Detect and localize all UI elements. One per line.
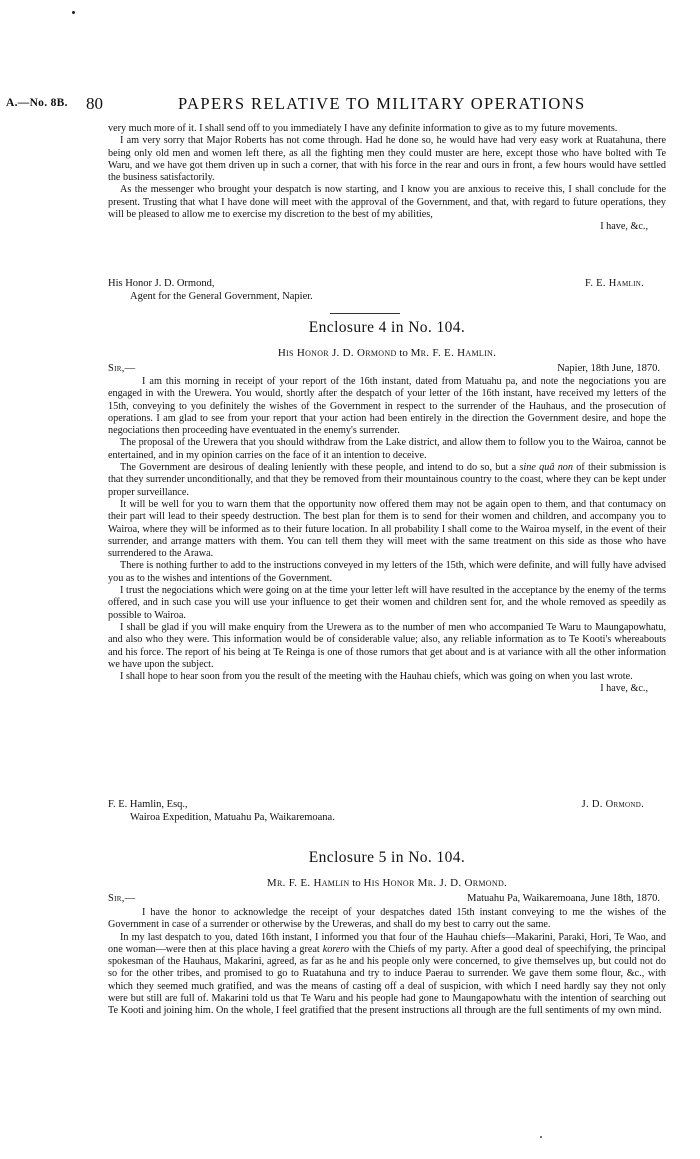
enclosure-4-body	[108, 376, 666, 696]
addressee-title-row	[108, 812, 666, 826]
salutation-row	[108, 893, 666, 907]
running-title: PAPERS RELATIVE TO MILITARY OPERATIONS	[178, 94, 586, 113]
addressee-signature-row	[108, 799, 666, 813]
enclosure-4-title: Enclosure 4 in No. 104.	[308, 319, 466, 336]
addressee: His Honor J. D. Ormond,	[108, 278, 215, 289]
page-number: 80	[86, 94, 103, 113]
enclosure-4-heading: His Honor J. D. Ormond to Mr. F. E. Hamlin.	[277, 347, 497, 359]
addressee-title: Wairoa Expedition, Matuahu Pa, Waikaremoana.	[130, 812, 335, 823]
paragraph: In my last despatch to you, dated 16th instant, I informed you that four of the Hauhau chiefs—Makarini, Paraki, Hori, Te Wao, and one woman—were then at this place having a great korero with the Chiefs of my party. After a good deal of speechifying, the principal spokesman of the Hauhaus, Makarini, agreed, as far as he and his people only were concerned, to give themselves up, but could not do so for the other tribes, and promised to go to Ruatahuna and try to induce Paerau to surrender. We gave them some flour, &c., with which they seemed much gratified, and was the means of casting off a deal of suspicion, with which I need hardly say they not only were but still are full of. Makarini told us that Te Waru and his people had gone to Maungapowhatu with the intention of searching out Te Kooti and joining him. On the whole, I feel gratified that the present instructions all through are the full sentiments of my own mind.	[108, 931, 667, 1017]
salutation: Sir,—	[108, 893, 136, 904]
paragraph: It will be well for you to warn them that the opportunity now offered them may not be again open to them, and that contumacy on their part will lead to their speedy destruction. The best plan for them is to send for their women and children, and accompany you to Wairoa, where they will be informed as to their future location. In all probability I shall come to the Wairoa myself, in the event of their surrender, and arrange matters with them. You can tell them they will meet with the same treatment on this side as those who have surrendered to the Arawa.	[108, 498, 666, 560]
enclosure-5-heading: Mr. F. E. Hamlin to His Honor Mr. J. D. Ormond.	[266, 877, 508, 889]
section-divider	[330, 313, 400, 314]
paragraph: There is nothing further to add to the instructions conveyed in my letters of the 15th, which were definite, and will fully have advised you as to the wishes and intentions of the Government.	[108, 560, 666, 584]
addressee: F. E. Hamlin, Esq.,	[108, 799, 188, 810]
paragraph: I am this morning in receipt of your report of the 16th instant, dated from Matuahu pa, and note the negociations you are engaged in with the Urewera. You would, shortly after the despatch of your letter of the 16th instant, have received my letters of the 15th, conveying to you definitely the wishes of the Government in respect to the surrender of the Hauhaus, and the prosecution of operations. I am glad to see from your report that your action had been entirely in the direction the Government desire, and hope the negociations then proceeding have eventuated in the enemy's surrender.	[108, 376, 666, 437]
paragraph: The proposal of the Urewera that you should withdraw from the Lake district, and allow them to follow you to the Wairoa, cannot be entertained, and in my opinion carries on the face of it an intention to deceive.	[108, 437, 666, 461]
paper-reference: A.—No. 8B.	[6, 97, 68, 109]
ink-speck	[72, 11, 75, 14]
paragraph: I shall hope to hear soon from you the result of the meeting with the Hauhau chiefs, which was going on when you last wrote.	[120, 671, 633, 683]
signature: J. D. Ormond.	[581, 799, 644, 810]
addressee-signature-row	[108, 278, 666, 292]
signature: F. E. Hamlin.	[585, 278, 644, 289]
paragraph: The Government are desirous of dealing leniently with these people, and intend to do so, but a sine quâ non of their submission is that they surrender unconditionally, and that they be removed from their mountainous country to the coast, where they can be kept under proper surveillance.	[108, 462, 666, 498]
enclosure-5-title: Enclosure 5 in No. 104.	[308, 849, 466, 866]
closing: I have, &c.,	[600, 221, 648, 233]
place-date: Napier, 18th June, 1870.	[557, 363, 660, 374]
paragraph: very much more of it. I shall send off to you immediately I have any definite information to give as to my future movements.	[108, 123, 618, 134]
ink-speck	[540, 1136, 542, 1138]
paragraph: I am very sorry that Major Roberts has not come through. Had he done so, he would have had very easy work at Ruatahuna, there being only old men and women left there, as all the fighting men they could muster are here, except those who have bolted with Te Waru, and we have got them driven up in such a corner, that with his force in the rear and ours in front, a few hours would have settled the business satisfactorily.	[108, 135, 666, 184]
continued-letter	[108, 123, 666, 234]
place-date: Matuahu Pa, Waikaremoana, June 18th, 1870.	[467, 893, 660, 904]
salutation-row	[108, 363, 666, 377]
paragraph: As the messenger who brought your despatch is now starting, and I know you are anxious to receive this, I shall conclude for the present. Trusting that what I have done will meet with the approval of the Government, and that, with regard to future operations, they will be pleased to allow me to exercise my discretion to the best of my abilities,	[108, 184, 666, 221]
paragraph: I trust the negociations which were going on at the time your letter left will have resulted in the acceptance by the enemy of the terms offered, and in such case you will use your influence to get their women and children sent for, and the whole removed as speedily as possible to Wairoa.	[108, 585, 666, 621]
enclosure-5-body	[108, 907, 666, 1018]
running-head	[6, 94, 666, 114]
closing: I have, &c.,	[600, 683, 648, 695]
addressee-title: Agent for the General Government, Napier.	[130, 291, 313, 302]
paragraph: I have the honor to acknowledge the receipt of your despatches dated 15th instant conveying to me the wishes of the Government in case of a surrender or otherwise by the Ureweras, and shall do my best to carry out the same.	[108, 907, 666, 931]
paragraph: I shall be glad if you will make enquiry from the Urewera as to the number of men who accompanied Te Waru to Maungapowhatu, and also who they were. This information would be of considerable value; also, any reliable information as to Te Kooti's whereabouts and his force. The report of his being at Te Reinga is one of those rumors that get about and is at variance with all the other information we have upon the subject.	[108, 621, 666, 670]
salutation: Sir,—	[108, 363, 136, 374]
addressee-title-row	[108, 291, 666, 305]
